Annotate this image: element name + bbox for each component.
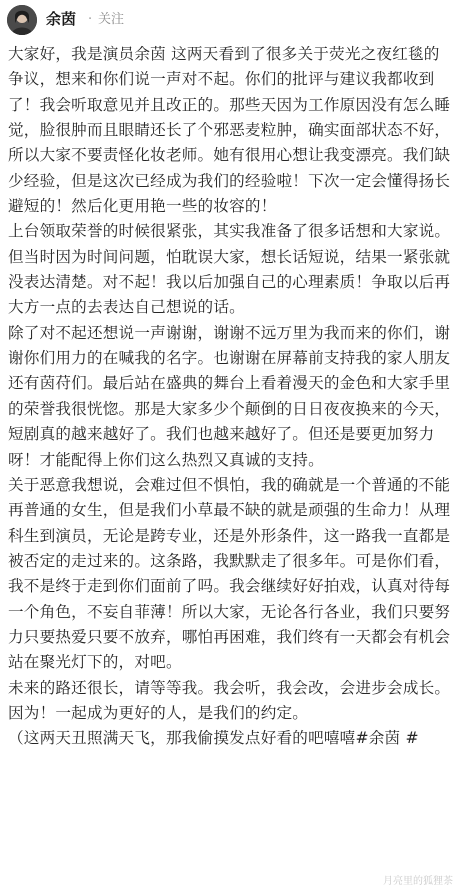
- post-paragraph: 大家好，我是演员余茵 这两天看到了很多关于荧光之夜红毯的争议，想来和你们说一声对不起。你们的批评与建议我都收到了！我会听取意见并且改正的。那些天因为工作原因没有怎么睡觉，脸很肿而且眼睛还长了个邪恶麦粒肿，确实面部状态不好，所以大家不要责怪化妆老师。她有很用心想让我变漂亮。我们缺少经验，但是这次已经成为我们的经验啦！下次一定会懂得扬长避短的！然后化更用艳一些的妆容的！: [8, 45, 451, 216]
- follow-button[interactable]: 关注: [98, 12, 125, 27]
- post-header: [0, 0, 457, 42]
- username[interactable]: 余茵: [46, 10, 77, 28]
- post-paragraph: 除了对不起还想说一声谢谢，谢谢不远万里为我而来的你们，谢谢你们用力的在喊我的名字。也谢谢在屏幕前支持我的家人朋友还有茵苻们。最后站在盛典的舞台上看着漫天的金色和大家手里的荣誉我很恍惚。那是大家多少个颠倒的日日夜夜换来的今天，短剧真的越来越好了。我们也越来越好了。但还是要更加努力呀！才能配得上你们这么热烈又真诚的支持。: [8, 323, 451, 469]
- watermark: 月亮里的狐狸茶: [383, 876, 453, 887]
- post-paragraph: 关于恶意我想说，会难过但不惧怕，我的确就是一个普通的不能再普通的女生，但是我们小草最不缺的就是顽强的生命力！从理科生到演员，无论是跨专业，还是外形条件，这一路我一直都是被否定的走过来的。这条路，我默默走了很多年。可是你们看，我不是终于走到你们面前了吗。我会继续好好拍戏，认真对待每一个角色，不妄自菲薄！所以大家，无论各行各业，我们只要努力只要热爱只要不放弃，哪怕再困难，我们终有一天都会有机会站在聚光灯下的，对吧。: [8, 475, 451, 672]
- post-paragraph: 上台领取荣誉的时候很紧张，其实我准备了很多话想和大家说。但当时因为时间问题，怕耽误大家，想长话短说，结果一紧张就没表达清楚。对不起！我以后加强自己的心理素质！争取以后再大方一点的去表达自己想说的话。: [8, 222, 451, 317]
- post-body: [8, 42, 452, 752]
- separator-dot: ·: [88, 12, 93, 27]
- avatar[interactable]: [7, 5, 37, 35]
- post-paragraph-last: （这两天丑照满天飞，那我偷摸发点好看的吧嘻嘻#余茵 #: [8, 729, 419, 748]
- profile-photo-icon: [7, 5, 37, 35]
- post-paragraph: 未来的路还很长，请等等我。我会听，我会改，会进步会成长。因为！一起成为更好的人，是我们的约定。: [8, 678, 451, 722]
